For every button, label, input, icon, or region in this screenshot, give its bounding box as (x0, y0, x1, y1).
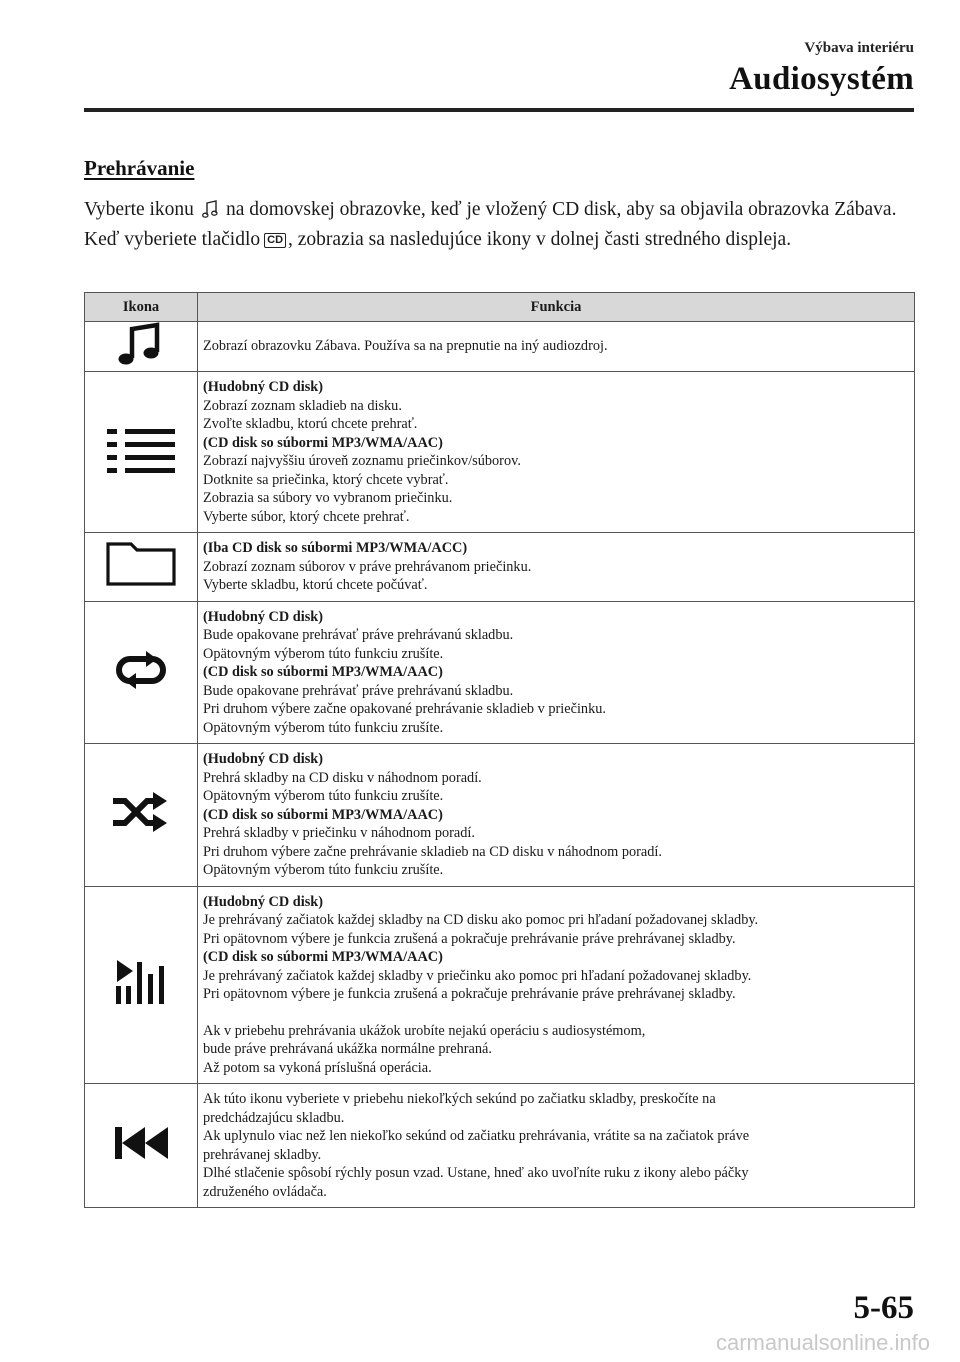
function-text: Zobrazia sa súbory vo vybranom priečinku. (203, 490, 453, 506)
function-text: Ak túto ikonu vyberiete v priebehu niekoľkých sekúnd po začiatku skladby, preskočíte na (203, 1091, 716, 1107)
function-subheading: (Hudobný CD disk) (203, 893, 323, 910)
cd-button-icon: CD (264, 233, 286, 248)
function-text: Zobrazí obrazovku Zábava. Používa sa na prepnutie na iný audiozdroj. (203, 338, 608, 355)
function-text: Bude opakovane prehrávať práve prehrávanú skladbu. (203, 682, 514, 699)
icon-cell (85, 322, 198, 372)
function-cell (198, 1084, 915, 1208)
function-text: Vyberte skladbu, ktorú chcete počúvať. (203, 577, 428, 593)
function-text: Pri opätovnom výbere je funkcia zrušená a pokračuje prehrávanie práve prehrávanej skladby. (203, 986, 736, 1002)
function-subheading: (CD disk so súbormi MP3/WMA/AAC) (203, 664, 443, 680)
function-text: Zobrazí zoznam súborov v práve prehrávanom priečinku. (203, 558, 532, 575)
function-text: Ak uplynulo viac než len niekoľko sekúnd od začiatku prehrávania, vrátite sa na začiatok práve (203, 1128, 750, 1144)
table-row (85, 322, 915, 372)
table-row (85, 744, 915, 887)
function-subheading: (Hudobný CD disk) (203, 608, 323, 625)
intro-text-2: na domovskej obrazovke, keď je vložený CD disk, aby sa objavila obrazovka Zábava. Keď vyberiete tlačidlo (84, 199, 897, 250)
function-text: Dlhé stlačenie spôsobí rýchly posun vzad. Ustane, hneď ako uvoľníte ruku z ikony alebo páčky (203, 1165, 749, 1181)
function-subheading: (Hudobný CD disk) (203, 379, 323, 395)
icon-function-table (84, 292, 915, 1208)
function-text: združeného ovládača. (203, 1183, 327, 1200)
function-cell (198, 886, 915, 1084)
function-subheading: (Iba CD disk so súbormi MP3/WMA/ACC) (203, 540, 468, 556)
function-text: Vyberte súbor, ktorý chcete prehrať. (203, 508, 410, 525)
skip-back-icon (112, 1150, 170, 1167)
function-text: bude práve prehrávaná ukážka normálne prehraná. (203, 1041, 492, 1057)
watermark: carmanualsonline.info (715, 1330, 930, 1355)
table-row (85, 1084, 915, 1208)
function-cell (198, 322, 915, 372)
function-text: Je prehrávaný začiatok každej skladby na CD disku ako pomoc pri hľadaní požadovanej skladby. (203, 912, 759, 928)
paragraph-gap (203, 1004, 906, 1022)
shuffle-icon (111, 819, 171, 836)
list-icon (105, 462, 177, 479)
table-row (85, 886, 915, 1084)
function-text: Zvoľte skladbu, ktorú chcete prehrať. (203, 416, 418, 432)
function-subheading: (Hudobný CD disk) (203, 751, 323, 767)
page-number: 5-65 (853, 1290, 914, 1326)
function-text: Opätovným výberom túto funkciu zrušíte. (203, 719, 444, 736)
function-cell (198, 372, 915, 533)
section-title: Prehrávanie (84, 156, 195, 180)
function-text: Pri druhom výbere začne opakované prehrávanie skladieb v priečinku. (203, 701, 606, 717)
intro-text-3: , zobrazia sa nasledujúce ikony v dolnej časti stredného displeja. (288, 229, 792, 250)
intro-text-1: Vyberte ikonu (84, 199, 194, 220)
music-note-icon (113, 353, 169, 370)
function-text: Prehrá skladby v priečinku v náhodnom poradí. (203, 825, 475, 841)
function-text: Zobrazí zoznam skladieb na disku. (203, 397, 402, 414)
scan-icon (113, 993, 169, 1010)
icon-cell (85, 533, 198, 602)
table-row (85, 601, 915, 744)
function-cell (198, 744, 915, 887)
function-text: Ak v priebehu prehrávania ukážok urobíte nejakú operáciu s audiosystémom, (203, 1022, 646, 1039)
folder-icon (105, 575, 177, 592)
function-text: Opätovným výberom túto funkciu zrušíte. (203, 645, 444, 662)
column-header-function: Funkcia (198, 293, 915, 322)
function-text: Pri opätovnom výbere je funkcia zrušená a pokračuje prehrávanie práve prehrávanej skladby. (203, 930, 736, 947)
table-header-row (85, 293, 915, 322)
function-text: Je prehrávaný začiatok každej skladby v priečinku ako pomoc pri hľadaní požadovanej skladby. (203, 967, 752, 984)
function-text: prehrávanej skladby. (203, 1146, 322, 1163)
music-note-icon (202, 199, 218, 227)
function-text: Až potom sa vykoná príslušná operácia. (203, 1059, 432, 1076)
table-row (85, 533, 915, 602)
icon-cell (85, 372, 198, 533)
column-header-icon: Ikona (85, 293, 198, 322)
repeat-icon (112, 677, 170, 694)
header-title: Audiosystém (729, 61, 914, 97)
function-cell (198, 601, 915, 744)
header-rule (84, 108, 914, 112)
icon-cell (85, 601, 198, 744)
table-row (85, 372, 915, 533)
function-subheading: (CD disk so súbormi MP3/WMA/AAC) (203, 434, 443, 451)
header-section-label: Výbava interiéru (804, 40, 914, 56)
function-subheading: (CD disk so súbormi MP3/WMA/AAC) (203, 949, 443, 965)
icon-cell (85, 886, 198, 1084)
icon-cell (85, 744, 198, 887)
function-text: Pri druhom výbere začne prehrávanie skladieb na CD disku v náhodnom poradí. (203, 843, 662, 860)
intro-paragraph (84, 197, 914, 253)
function-cell (198, 533, 915, 602)
function-text: Prehrá skladby na CD disku v náhodnom poradí. (203, 769, 482, 786)
function-subheading: (CD disk so súbormi MP3/WMA/AAC) (203, 806, 443, 823)
function-text: Opätovným výberom túto funkciu zrušíte. (203, 862, 444, 878)
function-text: predchádzajúcu skladbu. (203, 1109, 345, 1126)
function-text: Bude opakovane prehrávať práve prehrávanú skladbu. (203, 627, 514, 643)
function-text: Dotknite sa priečinka, ktorý chcete vybrať. (203, 471, 449, 488)
function-text: Zobrazí najvyššiu úroveň zoznamu priečinkov/súborov. (203, 453, 521, 469)
icon-cell (85, 1084, 198, 1208)
function-text: Opätovným výberom túto funkciu zrušíte. (203, 788, 444, 804)
